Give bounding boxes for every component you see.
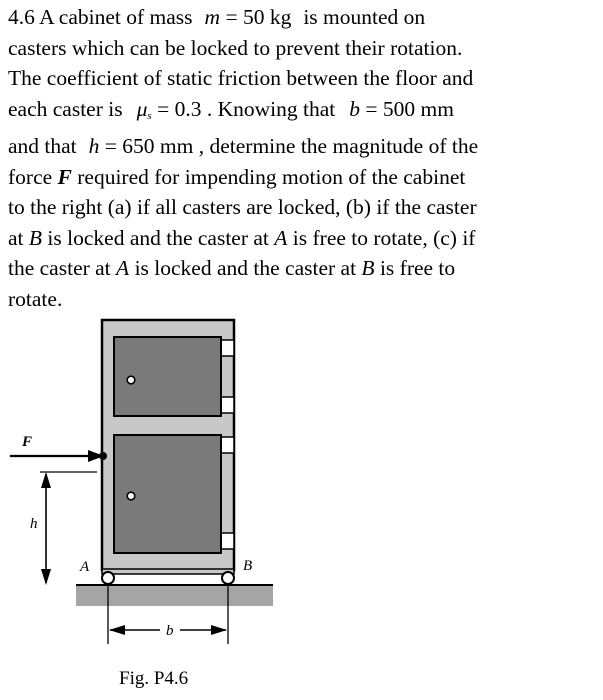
label-B: B [243,558,253,574]
label-h: h [30,516,38,532]
problem-line-2: casters which can be locked to prevent their rotation. [8,35,463,60]
problem-line-7: to the right (a) if all casters are locked, (b) if the caster [8,195,477,219]
problem-line-1: 4.6 A cabinet of mass m = 50 kg is mounted on [8,5,426,29]
figure-caption: Fig. P4.6 [119,668,189,689]
mu-symbol: μ [136,96,148,121]
problem-line-10: rotate. [8,286,63,311]
floor [76,584,273,606]
lower-drawer-knob [127,492,135,500]
mass-symbol: m [204,5,221,29]
h-arrow-top [41,472,51,488]
problem-line-9: the caster at A is locked and the caster at B is free to [8,256,456,280]
hinge [221,397,234,413]
problem-line-8: at B is locked and the caster at A is free to rotate, (c) if [8,225,476,250]
caster-B [222,572,234,584]
problem-line-3: The coefficient of static friction between the floor and [8,66,474,90]
force-symbol: F [57,164,72,189]
hinge [221,340,234,356]
mu-subscript: s [147,109,152,122]
b-arrow-right [211,625,227,635]
hinge [221,437,234,453]
label-b: b [166,623,174,639]
label-force: F [22,434,33,450]
base-rail [102,569,234,574]
h-arrow-bottom [41,569,51,585]
problem-line-6: force F required for impending motion of the cabinet [8,164,466,189]
b-symbol: b [349,96,360,121]
b-arrow-left [109,625,125,635]
label-A: A [80,559,90,575]
problem-line-5: and that h = 650 mm , determine the magnitude of the [8,134,479,158]
force-application-point [99,452,107,460]
problem-number: 4.6 [8,5,35,29]
problem-line-4: each caster is $\mu_s = 0.3$ . Knowing that b = 500 mm [8,96,454,122]
h-symbol: h [88,134,100,158]
upper-drawer-knob [127,376,135,384]
caster-A [102,572,114,584]
hinge [221,533,234,549]
